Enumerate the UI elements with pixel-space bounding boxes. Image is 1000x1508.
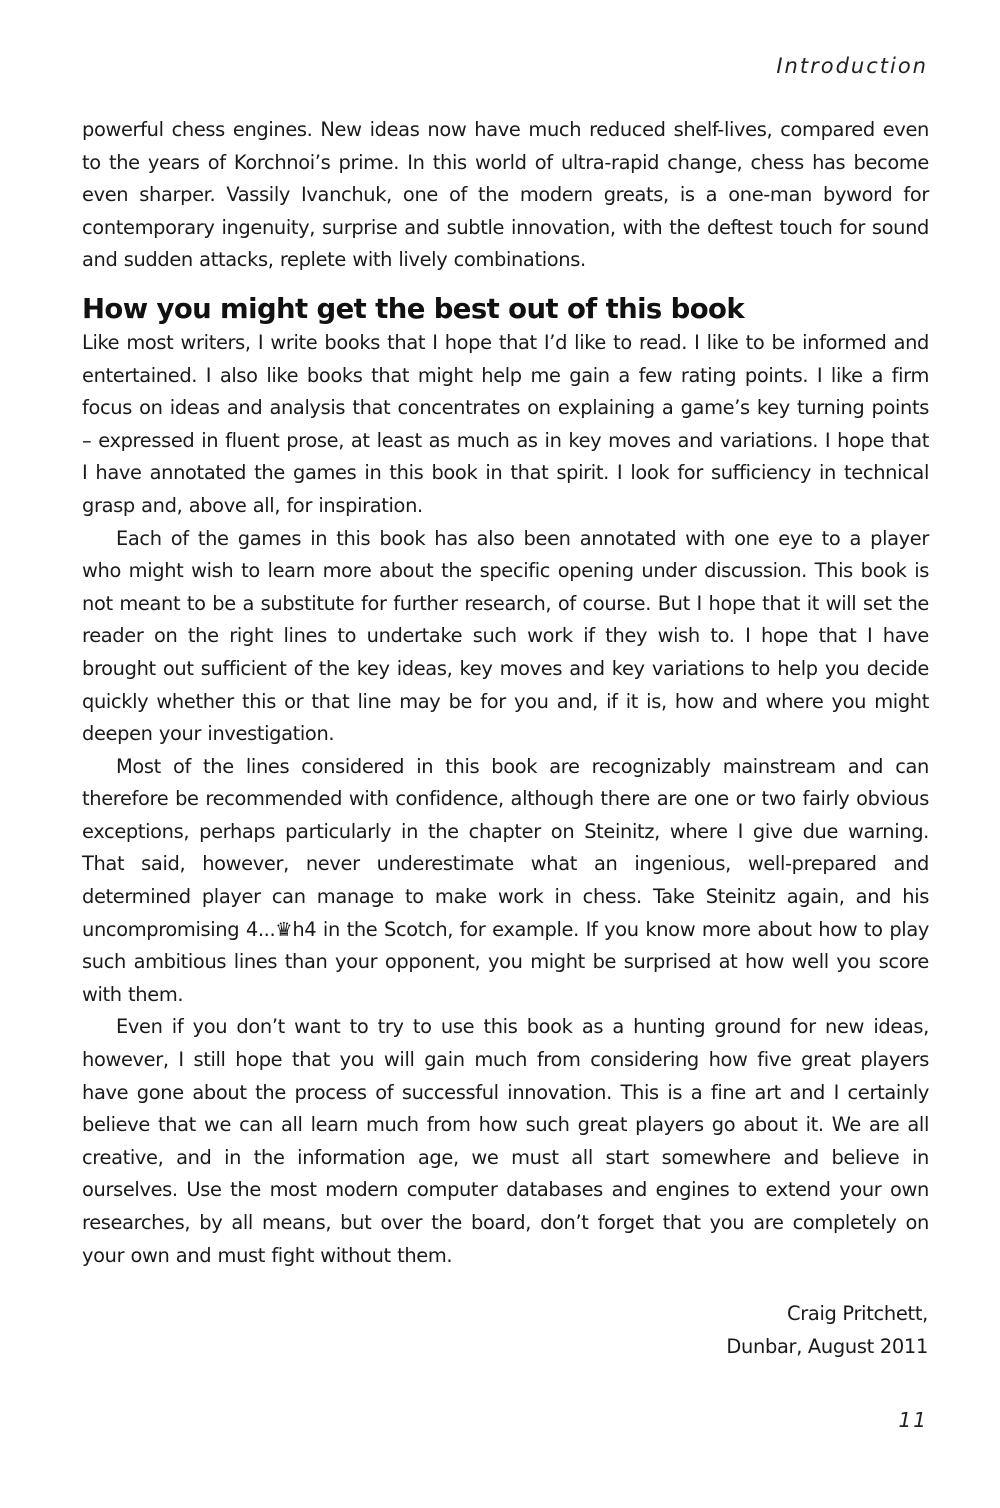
author-name: Craig Pritchett,: [786, 1302, 928, 1325]
paragraph-2: Each of the games in this book has also been annotated with one eye to a player who might wish to learn more about the specific opening under discussion. This book is not meant to be a substitute for further research, of course. But I hope that it will set the reader on the right lines to undertake such work if they wish to. I hope that I have brought out sufficient of the key ideas, key moves and key variations to help you decide quickly whether this or that line may be for you and, if it is, how and where you might deepen your investigation.: [82, 526, 929, 746]
author-signature: [726, 1297, 928, 1363]
place-date: Dunbar, August 2011: [726, 1335, 928, 1358]
paragraph-1: Like most writers, I write books that I hope that I’d like to read. I like to be informed and entertained. I also like books that might help me gain a few rating points. I like a firm focus on ideas and analysis that concentrates on explaining a game’s key turning points – expressed in fluent prose, at least as much as in key moves and variations. I hope that I have annotated the games in this book in that spirit. I look for sufficiency in technical grasp and, above all, for inspiration.: [82, 330, 929, 517]
running-head: Introduction: [776, 54, 928, 78]
paragraph-3: Most of the lines considered in this book are recognizably mainstream and can therefore be recommended with confidence, although there are one or two fairly obvious exceptions, perhaps particularly in the chapter on Steinitz, where I give due warning. That said, however, never underestimate what an ingenious, well-prepared and determined player can manage to make work in chess. Take Steinitz again, and his uncompromising 4...♛h4 in the Scotch, for example. If you know more about how to play such ambitious lines than your opponent, you might be surprised at how well you score with them.: [82, 754, 929, 1006]
body-text: [82, 114, 929, 1272]
paragraph-4: Even if you don’t want to try to use this book as a hunting ground for new ideas, however, I still hope that you will gain much from considering how five great players have gone about the process of successful innovation. This is a fine art and I certainly believe that we can all learn much from how such great players go about it. We are all creative, and in the information age, we must all start somewhere and believe in ourselves. Use the most modern computer databases and engines to extend your own researches, by all means, but over the board, don’t forget that you are completely on your own and must fight without them.: [82, 1015, 929, 1267]
page-number: 11: [898, 1408, 928, 1432]
continued-paragraph: powerful chess engines. New ideas now have much reduced shelf-lives, compared even to the years of Korchnoi’s prime. In this world of ultra-rapid change, chess has become even sharper. Vassily Ivanchuk, one of the modern greats, is a one-man byword for contemporary ingenuity, surprise and subtle innovation, with the deftest touch for sound and sudden attacks, replete with lively combinations.: [82, 118, 929, 272]
section-heading: How you might get the best out of this book: [82, 292, 745, 325]
